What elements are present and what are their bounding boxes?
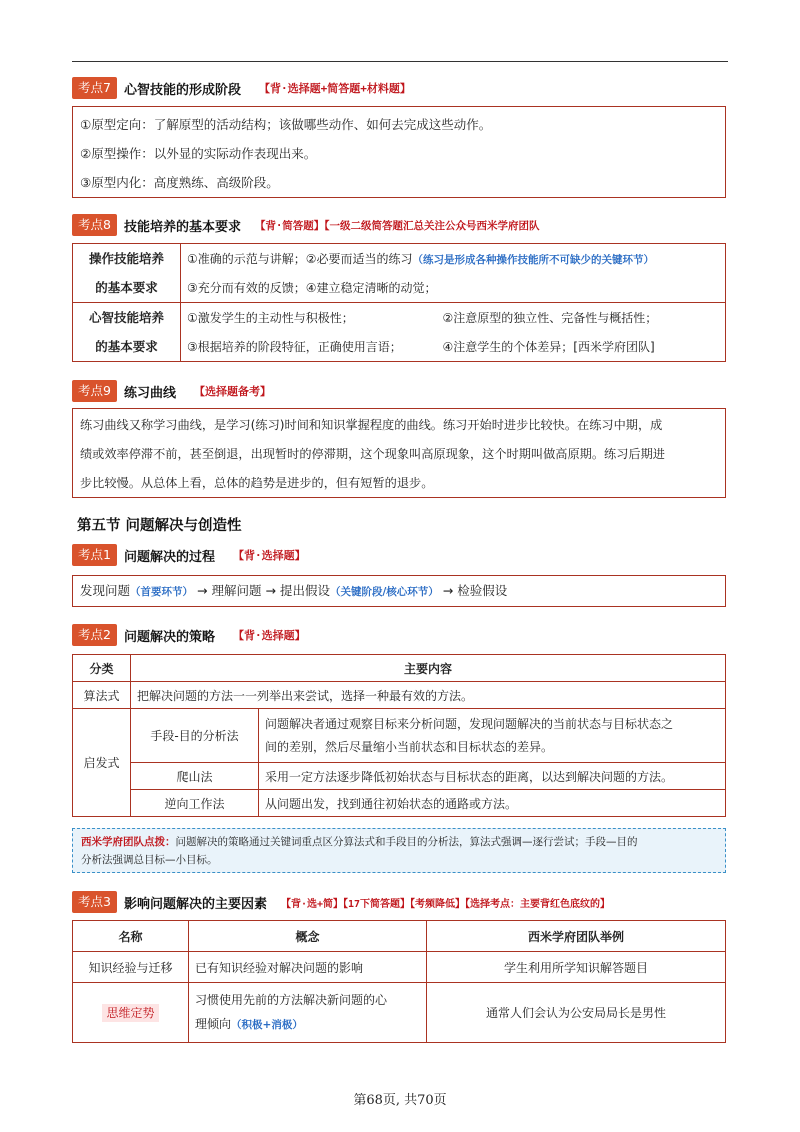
s1-header: [72, 544, 306, 566]
strategy-head-content: 主要内容: [131, 655, 726, 682]
working-backward-label: 逆向工作法: [131, 790, 259, 817]
algo-desc: 把解决问题的方法一一列举出来尝试，选择一种最有效的方法。: [131, 682, 726, 709]
kp7-item-2: ②原型操作：以外显的实际动作表现出来。: [80, 146, 317, 161]
factors-table: [72, 920, 726, 1043]
kp8-note: 【背·简答题】【一级二级简答题汇总关注公众号西米学府团队: [254, 219, 540, 232]
process-flow: 发现问题（首要环节） → 理解问题 → 提出假设（关键阶段/核心环节） → 检验假设: [80, 583, 508, 598]
means-end-desc: 问题解决者通过观察目标来分析问题，发现问题解决的当前状态与目标状态之 间的差别，然后尽量缩小当前状态和目标状态的差异。: [259, 709, 726, 763]
s3-title: 影响问题解决的主要因素: [123, 896, 267, 912]
factor-name-knowledge: 知识经验与迁移: [73, 952, 189, 983]
kp9-line-1: 练习曲线又称学习曲线，是学习(练习)时间和知识掌握程度的曲线。练习开始时进步比较快。在练习中期，成: [80, 418, 663, 432]
mental-skill-item-2: ②注意原型的独立性、完备性与概括性；: [437, 303, 726, 333]
tip-text: 问题解决的策略通过关键词重点区分算法式和手段目的分析法，算法式强调—逐行尝试；手段—目的: [175, 836, 638, 848]
kp7-note: 【背·选择题+简答题+材料题】: [258, 82, 411, 95]
kp7-tag: 考点7: [72, 77, 117, 99]
mental-skill-item-1: ①激发学生的主动性与积极性；: [181, 303, 437, 333]
kp9-line-3: 步比较慢。从总体上看，总体的趋势是进步的，但有短暂的退步。: [80, 476, 434, 490]
tip-box: [72, 828, 726, 873]
working-backward-desc: 从问题出发，找到通往初始状态的通路或方法。: [259, 790, 726, 817]
kp8-title: 技能培养的基本要求: [123, 219, 241, 235]
s1-title: 问题解决的过程: [123, 549, 215, 565]
factor-concept-mindset: 习惯使用先前的方法解决新问题的心 理倾向（积极+消极）: [189, 983, 427, 1043]
kp8-header: [72, 214, 540, 236]
tip-lead: 西米学府团队点拨：: [81, 836, 176, 848]
strategy-head-category: 分类: [73, 655, 131, 682]
kp9-title: 练习曲线: [123, 385, 176, 401]
kp8-tag: 考点8: [72, 214, 117, 236]
mental-skill-item-4: ④注意学生的个体差异；[西米学府团队]: [437, 332, 726, 362]
operation-skill-line2: ③充分而有效的反馈；④建立稳定清晰的动觉；: [181, 273, 726, 303]
kp7-header: [72, 77, 411, 99]
kp7-item-3: ③原型内化：高度熟练、高级阶段。: [80, 175, 279, 190]
factor-concept-knowledge: 已有知识经验对解决问题的影响: [189, 952, 427, 983]
factors-head-name: 名称: [73, 921, 189, 952]
kp9-note: 【选择题备考】: [193, 385, 271, 398]
heuristic-label: 启发式: [73, 709, 131, 817]
s2-tag: 考点2: [72, 624, 117, 646]
kp7-item-1: ①原型定向：了解原型的活动结构；该做哪些动作、如何去完成这些动作。: [80, 117, 492, 132]
section-title: 第五节 问题解决与创造性: [77, 518, 242, 534]
page-footer: 第68页, 共70页: [353, 1093, 447, 1108]
factor-example-mindset: 通常人们会认为公安局局长是男性: [427, 983, 726, 1043]
means-end-label: 手段-目的分析法: [131, 709, 259, 763]
hill-climbing-desc: 采用一定方法逐步降低初始状态与目标状态的距离，以达到解决问题的方法。: [259, 763, 726, 790]
kp7-box: [72, 106, 726, 198]
s1-tag: 考点1: [72, 544, 117, 566]
s3-tag: 考点3: [72, 891, 117, 913]
s1-note: 【背·选择题】: [232, 549, 306, 562]
s2-header: [72, 624, 306, 646]
kp9-box: [72, 408, 726, 498]
factors-head-example: 西米学府团队举例: [427, 921, 726, 952]
mental-skill-item-3: ③根据培养的阶段特征，正确使用言语；: [181, 332, 437, 362]
tip-text-2: 分析法强调总目标—小目标。: [81, 854, 218, 866]
s2-note: 【背·选择题】: [232, 629, 306, 642]
top-rule: [72, 61, 728, 62]
operation-skill-label: 操作技能培养 的基本要求: [73, 244, 181, 303]
strategy-table: [72, 654, 726, 817]
s3-note: 【背·选+简】【17下简答题】【考频降低】【选择考点：主要背红色底纹的】: [280, 898, 611, 910]
algo-label: 算法式: [73, 682, 131, 709]
factors-head-concept: 概念: [189, 921, 427, 952]
operation-skill-line1: ①准确的示范与讲解；②必要而适当的练习（练习是形成各种操作技能所不可缺少的关键环节）: [181, 244, 726, 274]
factor-name-mindset: 思维定势: [73, 983, 189, 1043]
kp9-header: [72, 380, 271, 402]
hill-climbing-label: 爬山法: [131, 763, 259, 790]
s1-box: [72, 575, 726, 607]
kp9-line-2: 绩或效率停滞不前，甚至倒退，出现暂时的停滞期，这个现象叫高原现象，这个时期叫做高原期。练习后期进: [80, 447, 665, 461]
kp7-title: 心智技能的形成阶段: [123, 82, 241, 98]
s3-header: [72, 891, 610, 913]
s2-title: 问题解决的策略: [123, 629, 215, 645]
factor-example-knowledge: 学生利用所学知识解答题目: [427, 952, 726, 983]
kp8-table: [72, 243, 726, 362]
kp9-tag: 考点9: [72, 380, 117, 402]
mental-skill-label: 心智技能培养 的基本要求: [73, 303, 181, 362]
